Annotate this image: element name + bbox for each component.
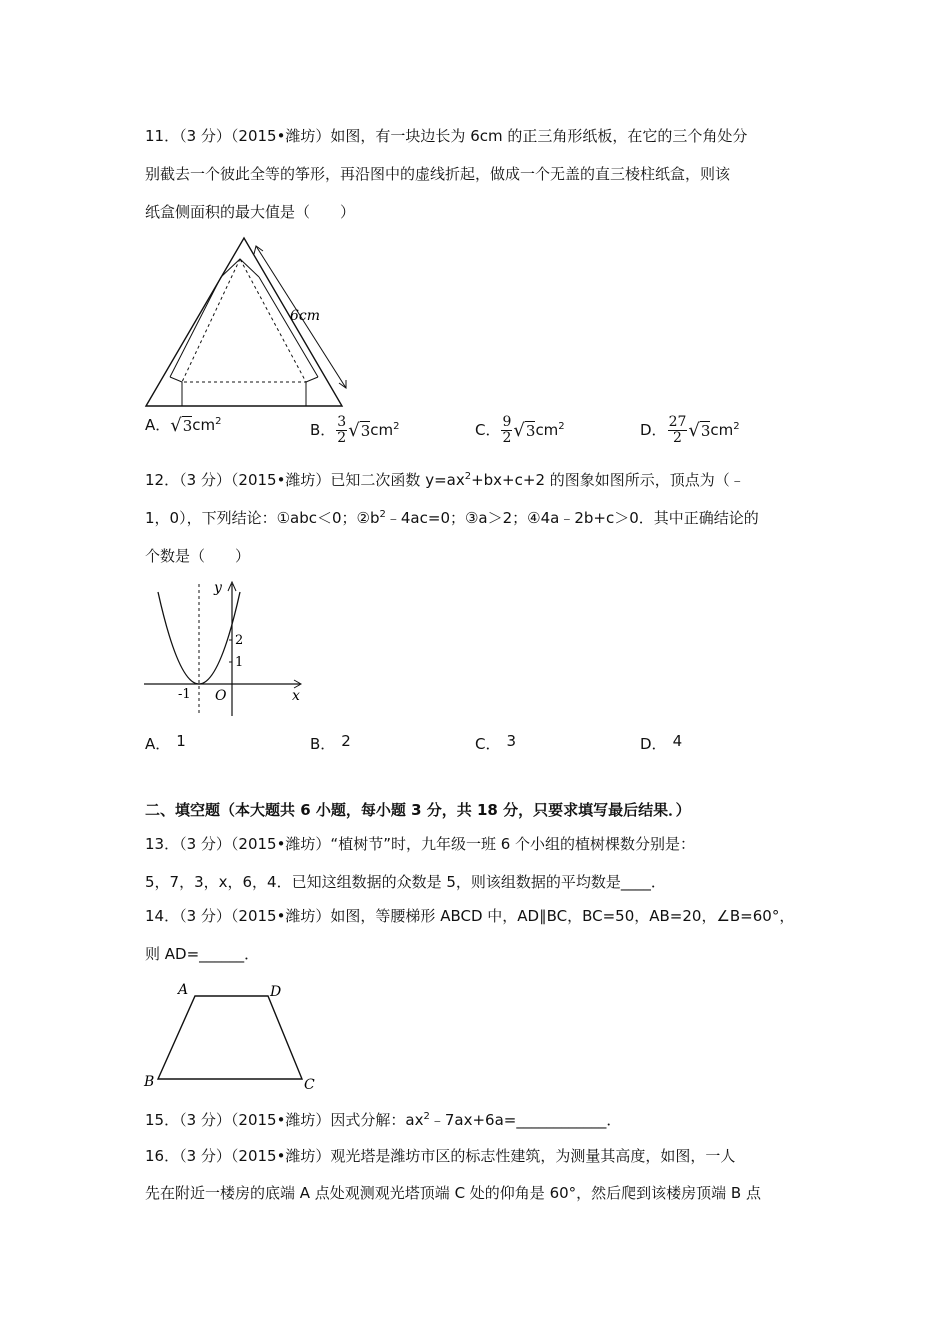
fold-right-edge [259,277,321,377]
sqrt-symbol: √3 [688,419,711,441]
q16-line-1: 16．（3 分）（2015•潍坊）观光塔是潍坊市区的标志性建筑，为测量其高度，如图，一人 [145,1147,736,1165]
q11-option-c[interactable]: C． $\frac{9}{2}$ $√3cm^2$ [475,414,565,446]
tick-neg1: -1 [178,687,191,702]
q14-trapezoid-figure [140,978,325,1093]
q15-line: 15．（3 分）（2015•潍坊）因式分解：$ax^2﹣7ax+6a=\_\_\_\_\_\_\_\_\_\_\_\_$． [145,1111,622,1129]
q11-line-3: 纸盒侧面积的最大值是（ ） [145,203,356,221]
tick-1: 1 [235,655,244,670]
vertex-b: B [144,1074,155,1090]
q13-line-1: 13．（3 分）（2015•潍坊）“植树节”时，九年级一班 6 个小组的植树棵数分别是： [145,835,696,853]
q12-parabola-graph [140,576,310,721]
q11-line-2: 别截去一个彼此全等的筝形，再沿图中的虚线折起，做成一个无盖的直三棱柱纸盒，则该 [145,165,731,183]
side-length-label: 6cm [290,308,321,324]
option-a-label: A． [145,416,171,434]
q12-option-a[interactable]: A． 1 [145,732,186,753]
fold-left-edge [170,277,221,377]
q14-line-2: 则 AD=______． [145,945,260,963]
section-2-heading: 二、填空题（本大题共 6 小题，每小题 3 分，共 18 分，只要求填写最后结果．） [145,801,691,819]
q11-option-b[interactable]: B． $\frac{3}{2}$ $√3cm^2$ [310,414,400,446]
q11-triangle-figure [140,232,360,412]
fold-dashed-triangle [182,259,306,382]
vertex-a: A [178,982,189,998]
x-axis-label: x [292,688,300,704]
sqrt-symbol: √3 [170,414,193,436]
trapezoid-abcd [158,996,302,1079]
q14-line-1: 14．（3 分）（2015•潍坊）如图，等腰梯形 ABCD 中，AD∥BC，BC=50，AB=20，∠B=60°， [145,907,795,925]
q12-line-2: 1，0），下列结论：①abc＜0；$②b^2﹣4ac=0$；③a＞2；④4a﹣2b+c＞0．其中正确结论的 [145,509,759,527]
q12-option-d[interactable]: D． 4 [640,732,683,753]
fraction: $\frac{9}{2}$ [502,414,512,446]
q11-option-d[interactable]: D． $\frac{27}{2}$ $√3cm^2$ [640,414,740,446]
vertex-c: C [304,1077,315,1093]
q11-line-1: 11．（3 分）（2015•潍坊）如图，有一块边长为 6cm 的正三角形纸板，在它的三个角处分 [145,127,748,145]
option-c-label: C． [475,421,501,439]
fraction: $\frac{27}{2}$ [668,414,687,446]
tick-2: 2 [235,633,244,648]
q13-line-2: 5，7，3，x，6，4．已知这组数据的众数是 5，则该组数据的平均数是____． [145,873,666,891]
q12-line-3: 个数是（ ） [145,547,251,565]
q16-line-2: 先在附近一楼房的底端 A 点处观测观光塔顶端 C 处的仰角是 60°，然后爬到该楼房顶端 B 点 [145,1184,761,1202]
vertex-d: D [270,984,282,1000]
option-d-label: D． [640,421,667,439]
option-b-label: B． [310,421,336,439]
q11-option-a[interactable]: A．$√3cm^2$ [145,414,222,436]
q12-option-c[interactable]: C． 3 [475,732,517,753]
fraction: $\frac{3}{2}$ [337,414,347,446]
q12-line-1: 12．（3 分）（2015•潍坊）已知二次函数 $y=ax^2+bx+c+2$ 的图象如图所示，顶点为（﹣ [145,471,745,489]
cut-kite-left [170,377,182,406]
y-axis-label: y [214,580,222,596]
origin-label: O [215,688,227,704]
q12-option-b[interactable]: B． 2 [310,732,351,753]
sqrt-symbol: √3 [513,419,536,441]
sqrt-symbol: √3 [348,419,371,441]
cut-kite-right [306,377,318,406]
